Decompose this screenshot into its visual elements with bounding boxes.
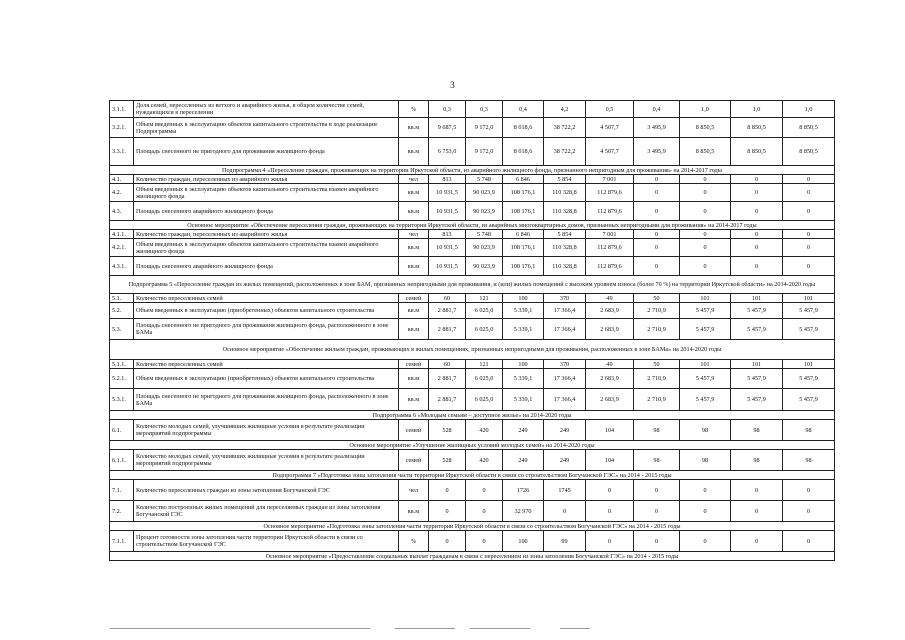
row-number: 7.2.	[110, 501, 134, 522]
value-cell: 0	[731, 531, 783, 552]
value-cell: 0	[783, 257, 835, 276]
table-row	[110, 389, 835, 411]
value-cell: 5 457,9	[783, 319, 835, 340]
row-number: 7.1.1.	[110, 531, 134, 552]
table-row	[110, 294, 835, 303]
table-row	[110, 257, 835, 276]
footer-lines	[0, 628, 905, 640]
value-cell: 0	[680, 230, 731, 239]
value-cell: 2 881,7	[429, 389, 466, 411]
value-cell: 5 457,9	[680, 389, 731, 411]
value-cell: 98	[634, 420, 680, 441]
indicator-name: Доля семей, переселенных из ветхого и аварийного жилья, в общем количестве семей, нуждающихся в переселении	[134, 101, 399, 118]
section-heading: Подпрограмма 5 «Переселение граждан из жилых помещений, расположенных в зоне БАМ, признанных непригодными для проживания, и (или) жилых помещений с высоким уровнем износа (более 70 %) на территории Иркутской области» на 2014-2020 годы	[110, 276, 835, 294]
value-cell: 110 328,8	[544, 257, 586, 276]
value-cell: 0	[731, 175, 783, 184]
indicators-table	[109, 100, 835, 561]
table-row	[110, 501, 835, 522]
value-cell: 8 850,5	[680, 118, 731, 138]
value-cell: 32 970	[503, 501, 544, 522]
value-cell: 5 457,9	[731, 369, 783, 389]
value-cell: 104	[586, 450, 634, 471]
value-cell: 0	[731, 501, 783, 522]
value-cell: 101	[783, 360, 835, 369]
value-cell: 98	[731, 420, 783, 441]
value-cell: 249	[544, 450, 586, 471]
value-cell: 121	[466, 360, 503, 369]
value-cell: 8 850,5	[783, 118, 835, 138]
section-heading: Основное мероприятие «Обеспечение жильем граждан, проживающих в жилых помещениях, признанных непригодными для проживания, расположенных в зоне БАМа» на 2014-2020 годы	[110, 340, 835, 360]
value-cell: 5 854	[544, 230, 586, 239]
value-cell: 0	[586, 501, 634, 522]
value-cell: 9 687,5	[429, 118, 466, 138]
indicator-name: Площадь снесенного аварийного жилищного фонда	[134, 257, 399, 276]
value-cell: 2 683,9	[586, 303, 634, 319]
table-row	[110, 230, 835, 239]
value-cell: 8 018,6	[503, 118, 544, 138]
value-cell: 49	[586, 360, 634, 369]
section-row	[110, 441, 835, 450]
value-cell: 2 710,9	[634, 389, 680, 411]
value-cell: 249	[503, 420, 544, 441]
value-cell: 1,0	[680, 101, 731, 118]
value-cell: 0	[783, 239, 835, 257]
value-cell: 0	[783, 202, 835, 221]
value-cell: 90 023,9	[466, 257, 503, 276]
value-cell: 0	[680, 175, 731, 184]
section-row	[110, 221, 835, 230]
row-number: 5.3.1.	[110, 389, 134, 411]
value-cell: 4,2	[544, 101, 586, 118]
value-cell: 6 025,0	[466, 389, 503, 411]
value-cell: 2 710,9	[634, 319, 680, 340]
table-row	[110, 184, 835, 202]
value-cell: 98	[680, 420, 731, 441]
indicator-name: Количество переселенных семей	[134, 294, 399, 303]
table-row	[110, 420, 835, 441]
value-cell: 17 366,4	[544, 369, 586, 389]
section-heading: Подпрограмма 4 «Переселение граждан, проживающих на территории Иркутской области, из аварийного жилищного фонда, признанного непригодным для проживания» на 2014-2017 годы	[110, 166, 835, 175]
value-cell: 112 879,6	[586, 257, 634, 276]
value-cell: 6 846	[503, 230, 544, 239]
value-cell: 2 683,9	[586, 369, 634, 389]
value-cell: 1745	[544, 480, 586, 501]
value-cell: 0	[680, 257, 731, 276]
indicator-name: Площадь снесенного не пригодного для проживания жилищного фонда, расположенного в зоне БАМа	[134, 389, 399, 411]
value-cell: 5 457,9	[783, 389, 835, 411]
value-cell: 0	[634, 202, 680, 221]
row-number: 4.3.	[110, 202, 134, 221]
value-cell: 0	[680, 531, 731, 552]
section-row	[110, 471, 835, 480]
value-cell: 101	[680, 294, 731, 303]
value-cell: 8 850,5	[731, 138, 783, 166]
value-cell: 38 722,2	[544, 138, 586, 166]
value-cell: 5 457,9	[680, 369, 731, 389]
value-cell: 0,5	[586, 101, 634, 118]
value-cell: 0,4	[634, 101, 680, 118]
value-cell: 0	[466, 501, 503, 522]
table-row	[110, 369, 835, 389]
value-cell: 0	[634, 239, 680, 257]
value-cell: 8 018,6	[503, 138, 544, 166]
value-cell: 98	[731, 450, 783, 471]
table-row	[110, 450, 835, 471]
value-cell: 17 366,4	[544, 303, 586, 319]
value-cell: 813	[429, 175, 466, 184]
value-cell: 0,3	[466, 101, 503, 118]
value-cell: 2 881,7	[429, 319, 466, 340]
value-cell: 528	[429, 450, 466, 471]
table-row	[110, 138, 835, 166]
value-cell: 0	[634, 230, 680, 239]
value-cell: 108 176,1	[503, 202, 544, 221]
value-cell: 108 176,1	[503, 257, 544, 276]
value-cell: 5 748	[466, 230, 503, 239]
value-cell: 0	[783, 184, 835, 202]
value-cell: 121	[466, 294, 503, 303]
unit-cell: семей	[399, 294, 429, 303]
value-cell: 9 172,0	[466, 138, 503, 166]
unit-cell: кв.м	[399, 501, 429, 522]
value-cell: 8 850,5	[783, 138, 835, 166]
section-heading: Основное мероприятие «Предоставление социальных выплат гражданам в связи с переселением из зоны затопления Богучанской ГЭС» на 2014 - 2015 годы	[110, 552, 835, 561]
value-cell: 104	[586, 420, 634, 441]
unit-cell: чел	[399, 480, 429, 501]
value-cell: 10 931,5	[429, 239, 466, 257]
table-row	[110, 531, 835, 552]
table-row	[110, 175, 835, 184]
value-cell: 0	[634, 531, 680, 552]
value-cell: 0	[466, 480, 503, 501]
value-cell: 38 722,2	[544, 118, 586, 138]
value-cell: 2 683,9	[586, 389, 634, 411]
value-cell: 17 366,4	[544, 389, 586, 411]
unit-cell: кв.м	[399, 118, 429, 138]
table-row	[110, 480, 835, 501]
value-cell: 0,4	[503, 101, 544, 118]
unit-cell: кв.м	[399, 303, 429, 319]
unit-cell: кв.м	[399, 138, 429, 166]
indicator-name: Объем введенных в эксплуатацию объектов капитального строительства в ходе реализации Подпрограммы	[134, 118, 399, 138]
value-cell: 101	[680, 360, 731, 369]
unit-cell: %	[399, 101, 429, 118]
value-cell: 1,0	[783, 101, 835, 118]
value-cell: 249	[544, 420, 586, 441]
table-row	[110, 118, 835, 138]
page-number: 3	[450, 80, 455, 90]
footer-rule	[470, 628, 530, 629]
value-cell: 6 025,0	[466, 303, 503, 319]
row-number: 6.1.	[110, 420, 134, 441]
value-cell: 60	[429, 294, 466, 303]
value-cell: 370	[544, 294, 586, 303]
value-cell: 0,3	[429, 101, 466, 118]
value-cell: 0	[731, 202, 783, 221]
row-number: 5.1.1.	[110, 360, 134, 369]
indicator-name: Процент готовности зоны затопления части территории Иркутской области в связи со строительством Богучанской ГЭС	[134, 531, 399, 552]
value-cell: 5 457,9	[783, 303, 835, 319]
value-cell: 5 339,1	[503, 369, 544, 389]
value-cell: 5 339,1	[503, 319, 544, 340]
value-cell: 528	[429, 420, 466, 441]
value-cell: 98	[783, 450, 835, 471]
value-cell: 0	[783, 531, 835, 552]
section-heading: Основное мероприятие «Улучшение жилищных условий молодых семей» на 2014-2020 годы	[110, 441, 835, 450]
value-cell: 100	[503, 294, 544, 303]
footer-rule	[560, 628, 590, 629]
value-cell: 0	[783, 175, 835, 184]
section-row	[110, 522, 835, 531]
section-row	[110, 411, 835, 420]
value-cell: 100	[503, 360, 544, 369]
value-cell: 0	[680, 184, 731, 202]
value-cell: 6 025,0	[466, 319, 503, 340]
table-row	[110, 319, 835, 340]
value-cell: 0	[429, 501, 466, 522]
indicator-name: Площадь снесенного аварийного жилищного фонда	[134, 202, 399, 221]
value-cell: 5 748	[466, 175, 503, 184]
value-cell: 112 879,6	[586, 202, 634, 221]
value-cell: 90 023,9	[466, 184, 503, 202]
value-cell: 108 176,1	[503, 184, 544, 202]
row-number: 7.1.	[110, 480, 134, 501]
value-cell: 5 457,9	[731, 319, 783, 340]
row-number: 4.1.1.	[110, 230, 134, 239]
value-cell: 3 495,9	[634, 118, 680, 138]
table-row	[110, 239, 835, 257]
value-cell: 5 339,1	[503, 303, 544, 319]
indicator-name: Количество переселенных семей	[134, 360, 399, 369]
value-cell: 0	[466, 531, 503, 552]
unit-cell: семей	[399, 360, 429, 369]
value-cell: 0	[634, 501, 680, 522]
row-number: 4.2.	[110, 184, 134, 202]
indicator-name: Объем введенных в эксплуатацию объектов капитального строительства взамен аварийного жилищного фонда	[134, 239, 399, 257]
value-cell: 50	[634, 360, 680, 369]
value-cell: 0	[731, 184, 783, 202]
value-cell: 0	[634, 184, 680, 202]
row-number: 3.2.1.	[110, 118, 134, 138]
value-cell: 108 176,1	[503, 239, 544, 257]
indicator-name: Объем введенных в эксплуатацию (приобретенных) объектов капитального строительства	[134, 303, 399, 319]
value-cell: 101	[731, 294, 783, 303]
value-cell: 0	[783, 480, 835, 501]
value-cell: 0	[731, 257, 783, 276]
value-cell: 5 457,9	[680, 319, 731, 340]
value-cell: 0	[731, 230, 783, 239]
value-cell: 0	[680, 480, 731, 501]
section-row	[110, 340, 835, 360]
indicator-name: Количество переселенных граждан из зоны затопления Богучанской ГЭС	[134, 480, 399, 501]
value-cell: 5 457,9	[731, 389, 783, 411]
value-cell: 4 507,7	[586, 118, 634, 138]
value-cell: 110 328,8	[544, 184, 586, 202]
table-row	[110, 360, 835, 369]
section-heading: Подпрограмма 7 «Подготовка зоны затопления части территории Иркутской области в связи со строительством Богучанской ГЭС» на 2014 - 2015 годы	[110, 471, 835, 480]
value-cell: 5 854	[544, 175, 586, 184]
value-cell: 0	[586, 531, 634, 552]
value-cell: 0	[680, 202, 731, 221]
unit-cell: кв.м	[399, 257, 429, 276]
value-cell: 6 753,0	[429, 138, 466, 166]
indicator-name: Количество граждан, переселенных из аварийного жилья	[134, 230, 399, 239]
value-cell: 49	[586, 294, 634, 303]
row-number: 5.1.	[110, 294, 134, 303]
row-number: 5.2.	[110, 303, 134, 319]
section-row	[110, 166, 835, 175]
indicator-name: Площадь снесенного не пригодного для проживания жилищного фонда, расположенного в зоне БАМа	[134, 319, 399, 340]
table-body	[110, 101, 835, 561]
value-cell: 1,0	[731, 101, 783, 118]
section-row	[110, 552, 835, 561]
value-cell: 7 001	[586, 175, 634, 184]
row-number: 5.2.1.	[110, 369, 134, 389]
value-cell: 5 457,9	[680, 303, 731, 319]
unit-cell: кв.м	[399, 319, 429, 340]
value-cell: 0	[680, 239, 731, 257]
value-cell: 2 683,9	[586, 319, 634, 340]
value-cell: 98	[634, 450, 680, 471]
value-cell: 1726	[503, 480, 544, 501]
indicator-name: Объем введенных в эксплуатацию объектов капитального строительства взамен аварийного жилищного фонда	[134, 184, 399, 202]
value-cell: 249	[503, 450, 544, 471]
value-cell: 0	[586, 480, 634, 501]
value-cell: 370	[544, 360, 586, 369]
footer-rule	[395, 628, 455, 629]
value-cell: 0	[634, 257, 680, 276]
row-number: 5.3.	[110, 319, 134, 340]
value-cell: 2 881,7	[429, 369, 466, 389]
value-cell: 420	[466, 450, 503, 471]
value-cell: 4 507,7	[586, 138, 634, 166]
value-cell: 7 001	[586, 230, 634, 239]
value-cell: 5 339,1	[503, 389, 544, 411]
value-cell: 2 710,9	[634, 369, 680, 389]
value-cell: 2 710,9	[634, 303, 680, 319]
value-cell: 101	[731, 360, 783, 369]
row-number: 3.1.1.	[110, 101, 134, 118]
unit-cell: чел	[399, 230, 429, 239]
value-cell: 0	[783, 230, 835, 239]
value-cell: 0	[634, 480, 680, 501]
value-cell: 98	[783, 420, 835, 441]
section-heading: Основное мероприятие «Обеспечение переселения граждан, проживающих на территории Иркутской области, из аварийных многоквартирных домов, признанных непригодными для проживания» на 2014-2017 годы	[110, 221, 835, 230]
section-heading: Основное мероприятие «Подготовка зоны затопления части территории Иркутской области в связи со строительством Богучанской ГЭС» на 2014 - 2015 годы	[110, 522, 835, 531]
value-cell: 90 023,9	[466, 202, 503, 221]
value-cell: 0	[544, 501, 586, 522]
indicator-name: Площадь снесенного не пригодного для проживания жилищного фонда	[134, 138, 399, 166]
value-cell: 10 931,5	[429, 184, 466, 202]
unit-cell: семей	[399, 420, 429, 441]
value-cell: 101	[783, 294, 835, 303]
value-cell: 98	[680, 450, 731, 471]
row-number: 4.2.1.	[110, 239, 134, 257]
value-cell: 0	[634, 175, 680, 184]
value-cell: 50	[634, 294, 680, 303]
unit-cell: кв.м	[399, 239, 429, 257]
value-cell: 813	[429, 230, 466, 239]
value-cell: 0	[429, 531, 466, 552]
section-row	[110, 276, 835, 294]
unit-cell: кв.м	[399, 202, 429, 221]
row-number: 4.3.1.	[110, 257, 134, 276]
indicator-name: Объем введенных в эксплуатацию (приобретенных) объектов капитального строительства	[134, 369, 399, 389]
value-cell: 2 881,7	[429, 303, 466, 319]
value-cell: 0	[731, 239, 783, 257]
value-cell: 90 023,9	[466, 239, 503, 257]
indicator-name: Количество построенных жилых помещений для переселяемых граждан из зоны затопления Богучанской ГЭС	[134, 501, 399, 522]
unit-cell: кв.м	[399, 389, 429, 411]
value-cell: 0	[783, 501, 835, 522]
value-cell: 17 366,4	[544, 319, 586, 340]
value-cell: 0	[429, 480, 466, 501]
value-cell: 420	[466, 420, 503, 441]
section-heading: Подпрограмма 6 «Молодым семьям – доступное жилье» на 2014-2020 годы	[110, 411, 835, 420]
unit-cell: кв.м	[399, 369, 429, 389]
table-row	[110, 101, 835, 118]
value-cell: 9 172,0	[466, 118, 503, 138]
row-number: 4.1.	[110, 175, 134, 184]
indicator-name: Количество граждан, переселенных из аварийного жилья	[134, 175, 399, 184]
unit-cell: кв.м	[399, 184, 429, 202]
value-cell: 100	[503, 531, 544, 552]
value-cell: 60	[429, 360, 466, 369]
table-row	[110, 202, 835, 221]
value-cell: 112 879,6	[586, 184, 634, 202]
table-row	[110, 303, 835, 319]
value-cell: 8 850,5	[680, 138, 731, 166]
footer-rule	[110, 628, 370, 629]
value-cell: 3 495,9	[634, 138, 680, 166]
value-cell: 6 025,0	[466, 369, 503, 389]
value-cell: 10 931,5	[429, 202, 466, 221]
value-cell: 5 457,9	[783, 369, 835, 389]
value-cell: 99	[544, 531, 586, 552]
row-number: 6.1.1.	[110, 450, 134, 471]
indicator-name: Количество молодых семей, улучшивших жилищные условия в результате реализации мероприятий подпрограммы	[134, 420, 399, 441]
value-cell: 0	[680, 501, 731, 522]
unit-cell: семей	[399, 450, 429, 471]
unit-cell: %	[399, 531, 429, 552]
indicator-name: Количество молодых семей, улучшивших жилищные условия в результате реализации мероприятий подпрограммы	[134, 450, 399, 471]
value-cell: 5 457,9	[731, 303, 783, 319]
value-cell: 10 931,5	[429, 257, 466, 276]
row-number: 3.3.1.	[110, 138, 134, 166]
value-cell: 8 850,5	[731, 118, 783, 138]
value-cell: 6 846	[503, 175, 544, 184]
value-cell: 112 879,6	[586, 239, 634, 257]
unit-cell: чел	[399, 175, 429, 184]
value-cell: 110 328,8	[544, 202, 586, 221]
value-cell: 0	[731, 480, 783, 501]
value-cell: 110 328,8	[544, 239, 586, 257]
